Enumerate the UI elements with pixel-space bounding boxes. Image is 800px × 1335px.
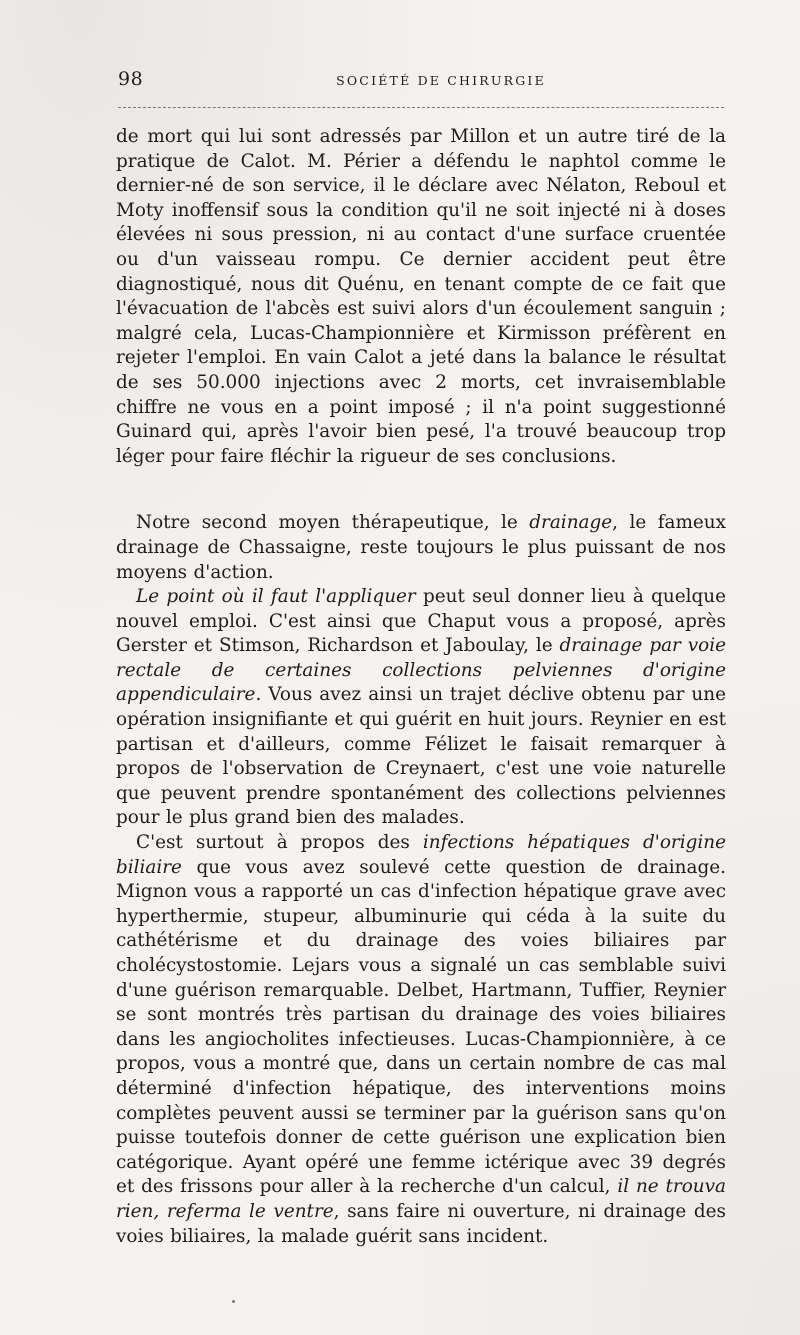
paragraph-2 [116,511,726,585]
page-header [118,68,724,98]
paragraph-3-italic-b: drainage par voie rectale de certaines collections pelviennes d'origine appendiculaire [116,635,726,706]
paragraph-4-text-c: , sans faire ni ouverture, ni drainage des voies biliaires, la malade guérit sans incident. [116,1200,726,1247]
paragraph-4-text-a: C'est surtout à propos des [136,832,423,854]
print-speck [232,1300,235,1303]
paragraph-3-text-a: peut seul donner lieu à quelque nouvel emploi. C'est ainsi que Chaput vous a proposé, après Gerster et Stimson, Richardson et Jaboulay, le [116,586,726,657]
paragraph-3 [116,585,726,831]
paragraph-3-text-b: . Vous avez ainsi un trajet déclive obtenu par une opération insignifiante et qui guérit en huit jours. Reynier en est partisan et d'ailleurs, comme Félizet le faisait remarquer à propos de l'observation de Creynaert, c'est une voie naturelle que peuvent prendre spontanément des collections pelviennes pour le plus grand bien des malades. [116,684,726,829]
paragraph-4-italic-b: il ne trouva rien, referma le ventre [116,1176,726,1222]
paragraph-2-italic: drainage [529,512,613,534]
paragraph-3-italic-a: Le point où il faut l'appliquer [136,586,416,608]
page-number: 98 [118,68,144,90]
paragraph-2-text-b: , le fameux drainage de Chassaigne, reste toujours le plus puissant de nos moyens d'action. [116,512,727,583]
paragraph-4-text-b: que vous avez soulevé cette question de drainage. Mignon vous a rapporté un cas d'infection hépatique grave avec hyperthermie, stupeur, albuminurie qui céda à la suite du cathétérisme et du drainage des voies biliaires par cholécystostomie. Lejars vous a signalé un cas semblable suivi d'une guérison remarquable. Delbet, Hartmann, Tuffier, Reynier se sont montrés très partisan du drainage des voies biliaires dans les angiocholites infectieuses. Lucas-Championnière, à ce propos, vous a montré que, dans un certain nombre de cas mal déterminé d'infection hépatique, des interventions moins complètes peuvent aussi se terminer par la guérison sans qu'on puisse toutefois donner de cette guérison une explication bien catégorique. Ayant opéré une femme ictérique avec 39 degrés et des frissons pour aller à la recherche d'un calcul, [116,856,726,1198]
paragraph-4-italic-a: infections hépatiques d'origine biliaire [116,832,726,878]
paragraph-1: de mort qui lui sont adressés par Millon et un autre tiré de la pratique de Calot. M. Périer a défendu le naphtol comme le dernier-né de son service, il le déclare avec Nélaton, Reboul et Moty inoffensif sous la condition qu'il ne soit injecté ni à doses élevées ni sous pression, ni au contact d'une surface cruentée ou d'un vaisseau rompu. Ce dernier accident peut être diagnostiqué, nous dit Quénu, en tenant compte de ce fait que l'évacuation de l'abcès est suivi alors d'un écoulement sanguin ; malgré cela, Lucas-Championnière et Kirmisson préfèrent en rejeter l'emploi. En vain Calot a jeté dans la balance le résultat de ses 50.000 injections avec 2 morts, cet invraisemblable chiffre ne vous en a point imposé ; il n'a point suggestionné Guinard qui, après l'avoir bien pesé, l'a trouvé beaucoup trop léger pour faire fléchir la rigueur de ses conclusions. [116,126,726,467]
running-title: SOCIÉTÉ DE CHIRURGIE [336,73,546,88]
paragraph-4 [116,831,726,1249]
paragraph-gap [116,469,726,511]
body-text [116,125,726,1249]
paragraph-2-text-a: Notre second moyen thérapeutique, le [136,512,530,534]
header-rule [118,107,724,108]
